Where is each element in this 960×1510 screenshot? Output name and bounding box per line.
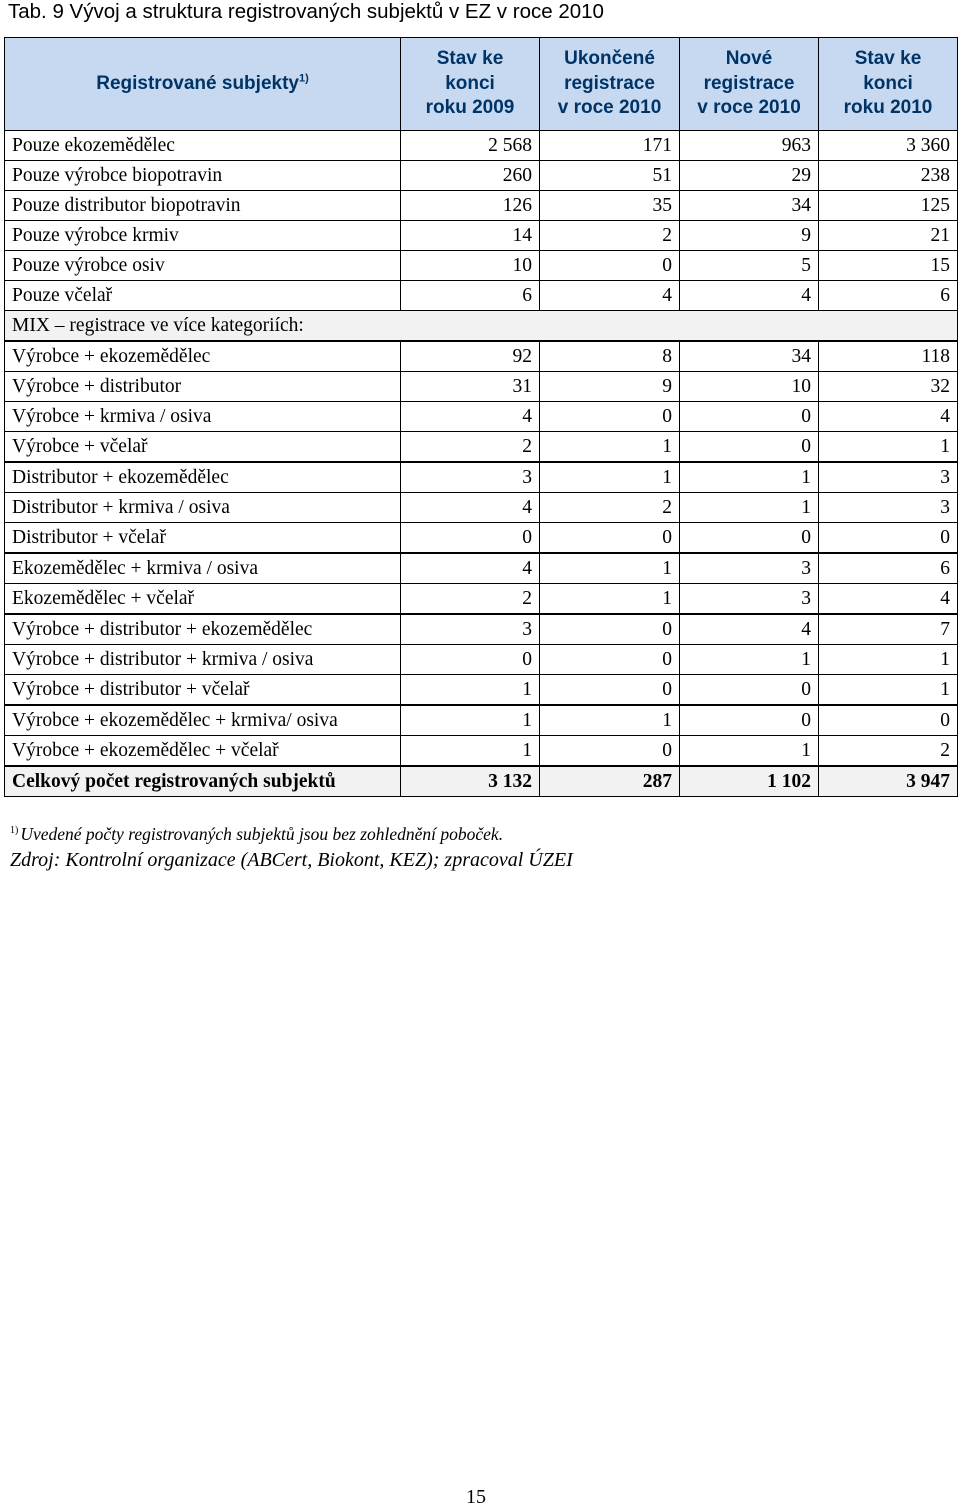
value-new-2010: 3: [680, 584, 819, 615]
value-terminated-2010: 0: [540, 251, 680, 281]
value-new-2010: 4: [680, 281, 819, 311]
header-line: v roce 2010: [697, 97, 801, 119]
value-new-2010: 10: [680, 372, 819, 402]
value-new-2010: 3: [680, 553, 819, 584]
value-end-2009: 6: [401, 281, 540, 311]
table-row: [5, 614, 958, 645]
row-label: Pouze distributor biopotravin: [5, 191, 401, 221]
value-terminated-2010: 1: [540, 432, 680, 463]
header-line: Ukončené: [564, 48, 655, 70]
table-body: [5, 131, 958, 797]
table-title: Tab. 9 Vývoj a struktura registrovaných subjektů v EZ v roce 2010: [8, 0, 604, 23]
value-new-2010: 5: [680, 251, 819, 281]
value-end-2010: 4: [819, 584, 958, 615]
value-end-2010: 21: [819, 221, 958, 251]
value-end-2009: 4: [401, 493, 540, 523]
value-new-2010: 1: [680, 493, 819, 523]
value-end-2009: 3: [401, 614, 540, 645]
value-end-2010: 118: [819, 341, 958, 372]
row-label: Výrobce + ekozemědělec + včelař: [5, 736, 401, 767]
table-row: [5, 402, 958, 432]
value-terminated-2010: 2: [540, 221, 680, 251]
header-line: Stav ke: [854, 48, 922, 70]
footnote: [10, 822, 503, 846]
value-terminated-2010: 2: [540, 493, 680, 523]
value-end-2009: 92: [401, 341, 540, 372]
value-end-2009: 10: [401, 251, 540, 281]
row-label: Výrobce + distributor: [5, 372, 401, 402]
value-end-2009: 260: [401, 161, 540, 191]
value-end-2010: 2: [819, 736, 958, 767]
row-label: Výrobce + včelař: [5, 432, 401, 463]
value-terminated-2010: 0: [540, 523, 680, 554]
table-row: [5, 221, 958, 251]
value-end-2010: 32: [819, 372, 958, 402]
value-terminated-2010: 35: [540, 191, 680, 221]
header-line: roku 2009: [425, 97, 515, 119]
table-row: [5, 705, 958, 736]
table-row: [5, 281, 958, 311]
value-end-2010: 15: [819, 251, 958, 281]
row-label: Distributor + ekozemědělec: [5, 462, 401, 493]
table-row: [5, 584, 958, 615]
value-new-2010: 1: [680, 462, 819, 493]
header-line: roku 2010: [843, 97, 933, 119]
value-terminated-2010: 51: [540, 161, 680, 191]
row-label: Výrobce + distributor + krmiva / osiva: [5, 645, 401, 675]
total-row: [5, 766, 958, 797]
header-line: konci: [445, 72, 495, 94]
value-end-2009: 0: [401, 523, 540, 554]
table-row: [5, 645, 958, 675]
value-terminated-2010: 1: [540, 553, 680, 584]
group-heading-label: MIX – registrace ve více kategoriích:: [5, 311, 958, 342]
value-new-2010: 0: [680, 675, 819, 706]
value-end-2010: 3: [819, 493, 958, 523]
total-label: Celkový počet registrovaných subjektů: [5, 766, 401, 797]
value-terminated-2010: 287: [540, 766, 680, 797]
value-terminated-2010: 9: [540, 372, 680, 402]
row-label: Pouze výrobce krmiv: [5, 221, 401, 251]
value-terminated-2010: 4: [540, 281, 680, 311]
value-terminated-2010: 1: [540, 462, 680, 493]
header-label-text: Registrované subjekty: [96, 72, 299, 94]
value-end-2010: 0: [819, 523, 958, 554]
row-label: Pouze ekozemědělec: [5, 131, 401, 161]
value-end-2010: 1: [819, 675, 958, 706]
value-terminated-2010: 0: [540, 614, 680, 645]
table-row: [5, 432, 958, 463]
value-end-2009: 31: [401, 372, 540, 402]
value-new-2010: 0: [680, 705, 819, 736]
row-label: Výrobce + distributor + ekozemědělec: [5, 614, 401, 645]
value-new-2010: 4: [680, 614, 819, 645]
header-state-end-2010: [819, 38, 958, 131]
table-row: [5, 523, 958, 554]
table-row: [5, 191, 958, 221]
value-end-2010: 4: [819, 402, 958, 432]
header-state-end-2009: [401, 38, 540, 131]
value-terminated-2010: 171: [540, 131, 680, 161]
value-end-2010: 1: [819, 432, 958, 463]
header-line: Stav ke: [436, 48, 504, 70]
value-terminated-2010: 1: [540, 584, 680, 615]
value-end-2009: 126: [401, 191, 540, 221]
value-end-2009: 1: [401, 675, 540, 706]
table-row: [5, 553, 958, 584]
value-terminated-2010: 0: [540, 736, 680, 767]
value-end-2009: 14: [401, 221, 540, 251]
table-row: [5, 675, 958, 706]
value-terminated-2010: 0: [540, 402, 680, 432]
table-row: [5, 372, 958, 402]
footnote-marker: 1): [10, 825, 19, 837]
value-end-2009: 3: [401, 462, 540, 493]
value-new-2010: 0: [680, 402, 819, 432]
header-line: v roce 2010: [557, 97, 662, 119]
value-end-2010: 125: [819, 191, 958, 221]
row-label: Ekozemědělec + včelař: [5, 584, 401, 615]
table-row: [5, 341, 958, 372]
header-line: Nové: [725, 48, 773, 70]
table-row: [5, 736, 958, 767]
value-end-2009: 1: [401, 705, 540, 736]
value-end-2010: 6: [819, 553, 958, 584]
value-terminated-2010: 0: [540, 675, 680, 706]
value-end-2010: 238: [819, 161, 958, 191]
value-end-2009: 4: [401, 402, 540, 432]
value-end-2010: 1: [819, 645, 958, 675]
value-new-2010: 0: [680, 432, 819, 463]
row-label: Pouze výrobce biopotravin: [5, 161, 401, 191]
value-new-2010: 1 102: [680, 766, 819, 797]
header-line: registrace: [703, 72, 795, 94]
table-row: [5, 251, 958, 281]
value-terminated-2010: 1: [540, 705, 680, 736]
table-row: [5, 131, 958, 161]
row-label: Pouze výrobce osiv: [5, 251, 401, 281]
value-new-2010: 34: [680, 191, 819, 221]
value-end-2009: 2 568: [401, 131, 540, 161]
value-terminated-2010: 8: [540, 341, 680, 372]
row-label: Distributor + včelař: [5, 523, 401, 554]
value-new-2010: 9: [680, 221, 819, 251]
value-end-2009: 4: [401, 553, 540, 584]
value-new-2010: 1: [680, 736, 819, 767]
header-registered-subjects: [5, 38, 401, 131]
page-number: 15: [466, 1486, 486, 1508]
value-terminated-2010: 0: [540, 645, 680, 675]
value-end-2009: 2: [401, 432, 540, 463]
value-end-2010: 3 360: [819, 131, 958, 161]
header-line: registrace: [564, 72, 655, 94]
header-new-2010: [680, 38, 819, 131]
value-end-2009: 0: [401, 645, 540, 675]
row-label: Výrobce + ekozemědělec + krmiva/ osiva: [5, 705, 401, 736]
registered-subjects-table: [4, 37, 958, 797]
footnote-text: Uvedené počty registrovaných subjektů jsou bez zohlednění poboček.: [20, 824, 504, 844]
row-label: Výrobce + distributor + včelař: [5, 675, 401, 706]
value-end-2010: 0: [819, 705, 958, 736]
row-label: Výrobce + krmiva / osiva: [5, 402, 401, 432]
value-end-2010: 6: [819, 281, 958, 311]
value-end-2009: 1: [401, 736, 540, 767]
value-end-2009: 2: [401, 584, 540, 615]
header-row: [5, 38, 958, 131]
row-label: Výrobce + ekozemědělec: [5, 341, 401, 372]
group-heading-row: [5, 311, 958, 342]
value-new-2010: 1: [680, 645, 819, 675]
value-end-2010: 3: [819, 462, 958, 493]
row-label: Distributor + krmiva / osiva: [5, 493, 401, 523]
value-end-2010: 7: [819, 614, 958, 645]
row-label: Ekozemědělec + krmiva / osiva: [5, 553, 401, 584]
value-new-2010: 0: [680, 523, 819, 554]
value-new-2010: 963: [680, 131, 819, 161]
table-row: [5, 161, 958, 191]
value-new-2010: 34: [680, 341, 819, 372]
source-note: Zdroj: Kontrolní organizace (ABCert, Biokont, KEZ); zpracoval ÚZEI: [10, 849, 573, 871]
value-end-2010: 3 947: [819, 766, 958, 797]
table-row: [5, 462, 958, 493]
value-new-2010: 29: [680, 161, 819, 191]
value-end-2009: 3 132: [401, 766, 540, 797]
header-line: konci: [863, 72, 913, 94]
header-label-footnote-marker: 1): [298, 72, 309, 85]
table-row: [5, 493, 958, 523]
header-terminated-2010: [540, 38, 680, 131]
row-label: Pouze včelař: [5, 281, 401, 311]
